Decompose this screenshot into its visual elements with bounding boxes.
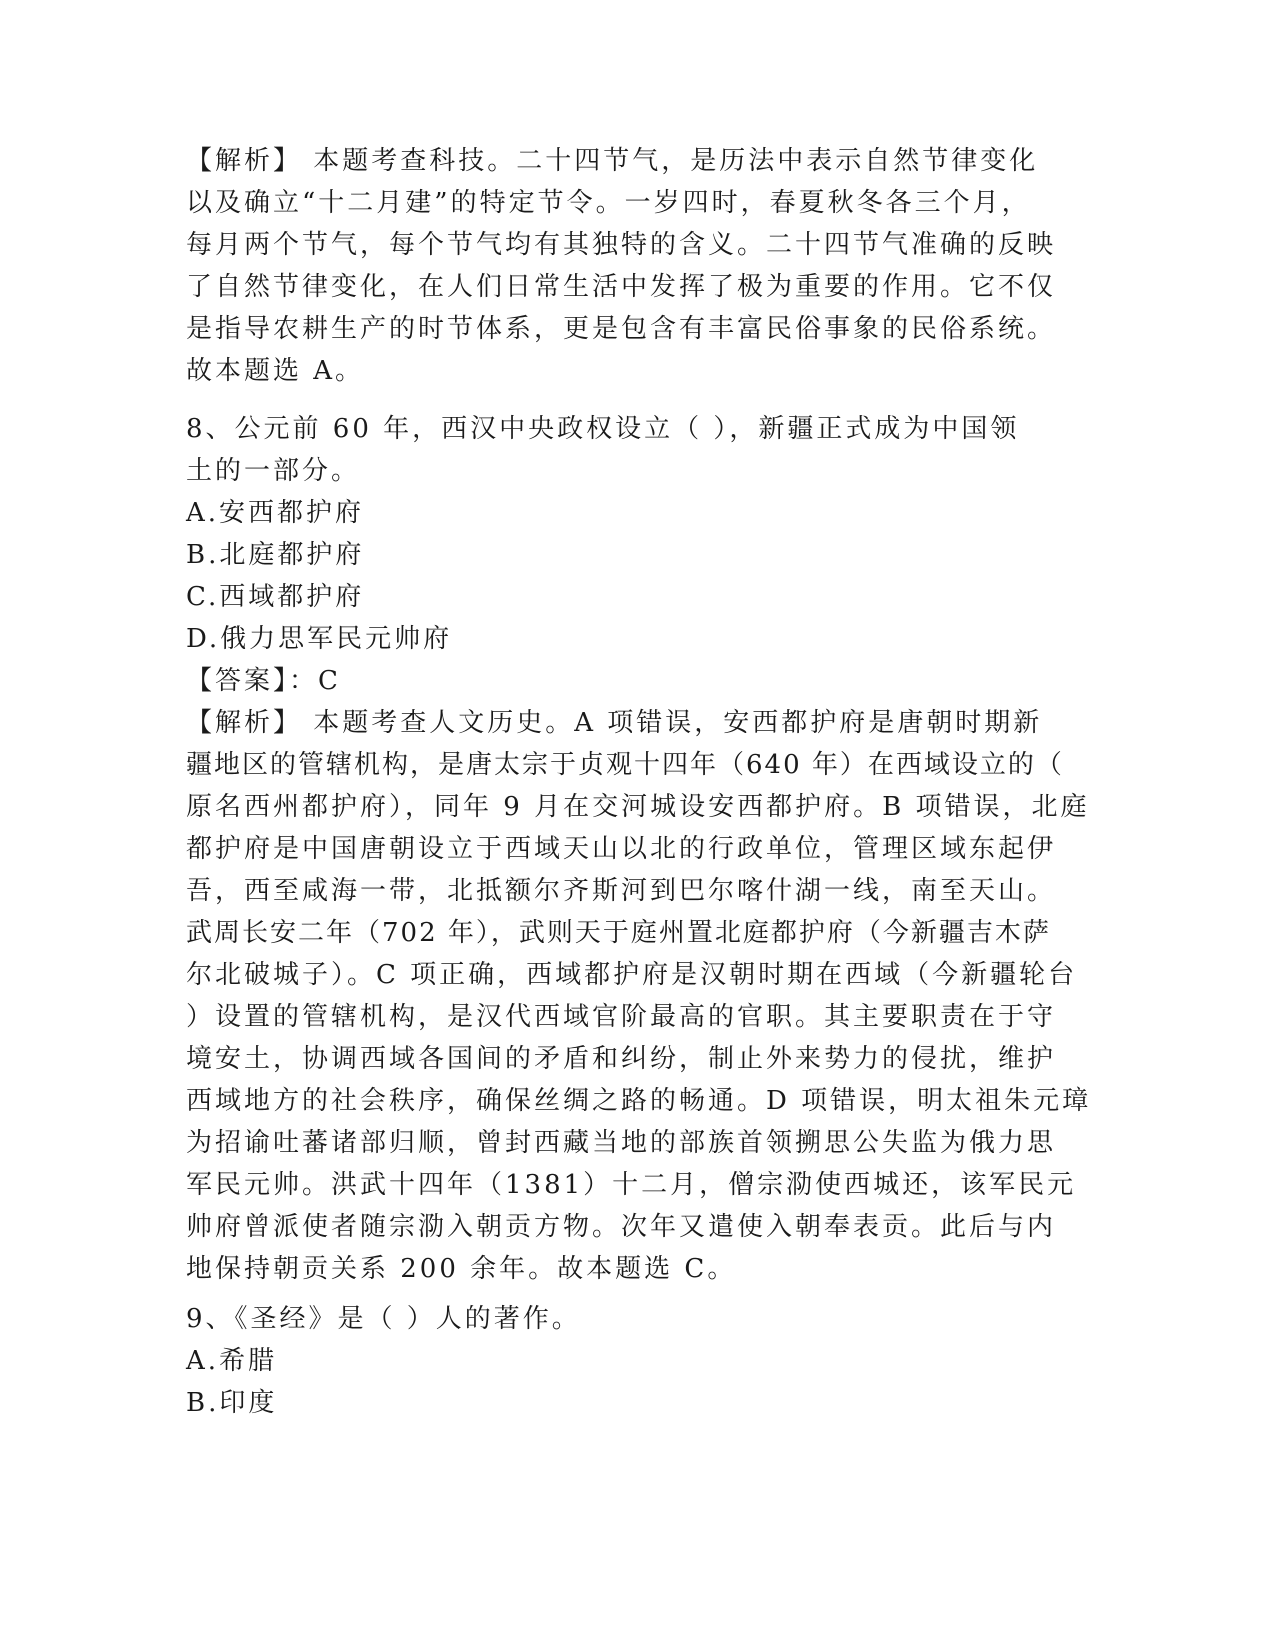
option-a: A.安西都护府: [186, 498, 365, 528]
analysis-line: 疆地区的管辖机构，是唐太宗于贞观十四年（640 年）在西域设立的（: [186, 750, 1064, 780]
analysis-line: 【解析】 本题考查人文历史。A 项错误，安西都护府是唐朝时期新: [186, 708, 1043, 738]
option-d: D.俄力思军民元帅府: [186, 624, 453, 654]
analysis-line: 尔北破城子）。C 项正确，西域都护府是汉朝时期在西域（今新疆轮台: [186, 960, 1078, 990]
analysis-line: ）设置的管辖机构，是汉代西域官阶最高的官职。其主要职责在于守: [186, 1002, 1057, 1032]
analysis-line: 都护府是中国唐朝设立于西域天山以北的行政单位，管理区域东起伊: [186, 834, 1057, 864]
analysis-line: 地保持朝贡关系 200 余年。故本题选 C。: [186, 1254, 737, 1284]
analysis-line: 境安土，协调西域各国间的矛盾和纠纷，制止外来势力的侵扰，维护: [186, 1044, 1057, 1074]
answer-line: 【答案】：C: [186, 666, 341, 696]
analysis-line: 西域地方的社会秩序，确保丝绸之路的畅通。D 项错误，明太祖朱元璋: [186, 1086, 1092, 1116]
option-a: A.希腊: [186, 1346, 278, 1376]
question-stem: 土的一部分。: [186, 456, 361, 486]
analysis-line: 武周长安二年（702 年），武则天于庭州置北庭都护府（今新疆吉木萨: [186, 918, 1051, 948]
analysis-line: 吾，西至咸海一带，北抵额尔齐斯河到巴尔喀什湖一线，南至天山。: [186, 876, 1057, 906]
analysis-line: 每月两个节气，每个节气均有其独特的含义。二十四节气准确的反映: [186, 230, 1057, 260]
option-b: B.北庭都护府: [186, 540, 365, 570]
analysis-line: 以及确立“十二月建”的特定节令。一岁四时，春夏秋冬各三个月，: [186, 188, 1031, 218]
analysis-line: 了自然节律变化，在人们日常生活中发挥了极为重要的作用。它不仅: [186, 272, 1057, 302]
option-b: B.印度: [186, 1388, 278, 1418]
analysis-line: 军民元帅。洪武十四年（1381）十二月，僧宗泐使西城还，该军民元: [186, 1170, 1077, 1200]
analysis-line: 是指导农耕生产的时节体系，更是包含有丰富民俗事象的民俗系统。: [186, 314, 1057, 344]
question-stem: 8、公元前 60 年，西汉中央政权设立（ ），新疆正式成为中国领: [186, 414, 1020, 444]
analysis-line: 为招谕吐蕃诸部归顺，曾封西藏当地的部族首领搠思公失监为俄力思: [186, 1128, 1057, 1158]
analysis-line: 帅府曾派使者随宗泐入朝贡方物。次年又遣使入朝奉表贡。此后与内: [186, 1212, 1057, 1242]
option-c: C.西域都护府: [186, 582, 365, 612]
analysis-line: 故本题选 A。: [186, 356, 365, 386]
analysis-line: 【解析】 本题考查科技。二十四节气，是历法中表示自然节律变化: [186, 146, 1039, 176]
analysis-line: 原名西州都护府），同年 9 月在交河城设安西都护府。B 项错误，北庭: [186, 792, 1090, 822]
question-stem: 9、《圣经》是（ ）人的著作。: [186, 1304, 581, 1334]
